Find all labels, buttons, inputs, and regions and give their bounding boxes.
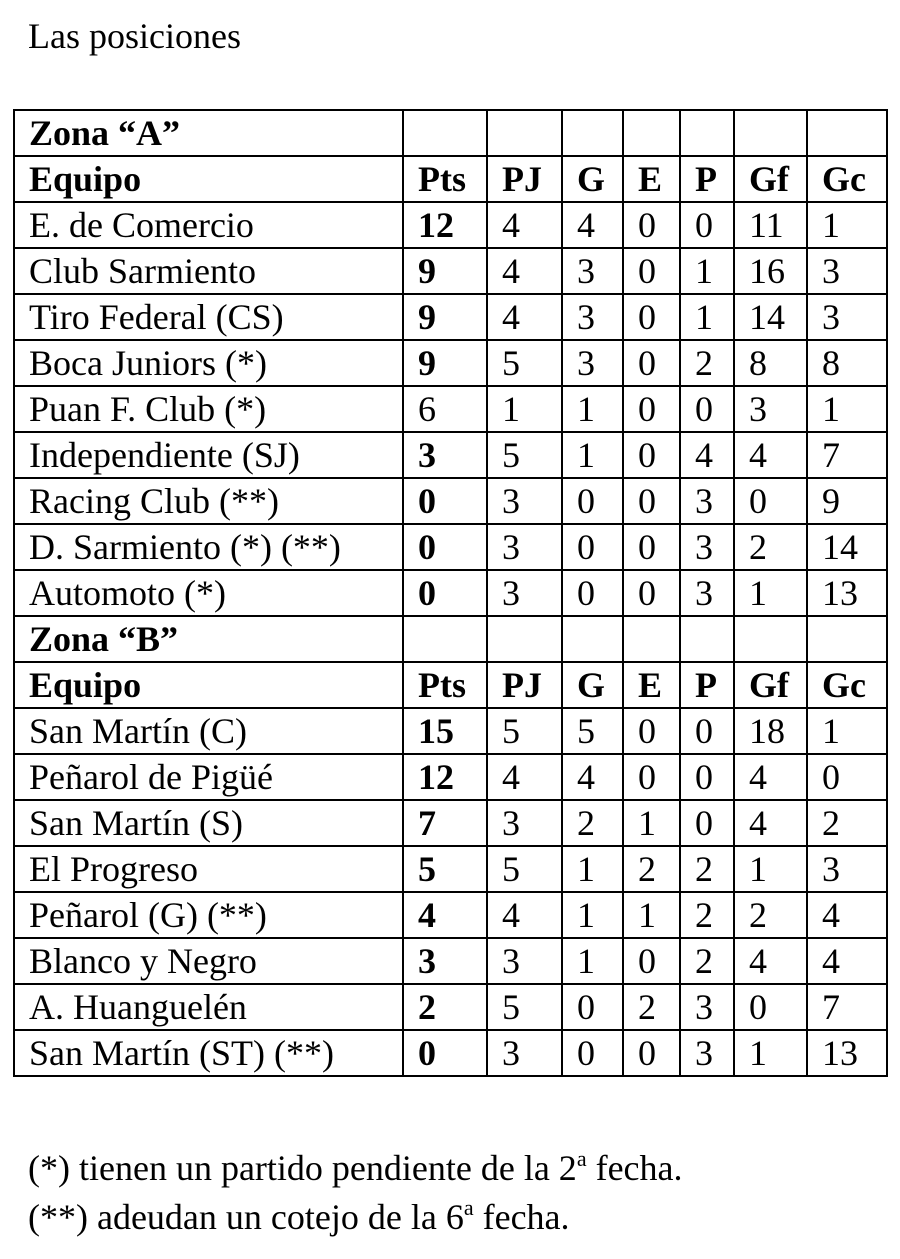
- stat-cell: 4: [734, 432, 807, 478]
- stat-cell: 2: [562, 800, 623, 846]
- stat-cell: 1: [734, 846, 807, 892]
- column-header: P: [680, 156, 734, 202]
- column-header: G: [562, 662, 623, 708]
- stat-cell: 0: [623, 386, 680, 432]
- table-row: [14, 892, 887, 938]
- stat-cell: 0: [623, 938, 680, 984]
- stat-cell: 5: [487, 984, 562, 1030]
- stat-cell: 1: [734, 570, 807, 616]
- points-cell: 7: [403, 800, 487, 846]
- footnote-text: fecha.: [473, 1197, 570, 1237]
- stat-cell: 2: [623, 984, 680, 1030]
- zone-row: [14, 110, 887, 156]
- stat-cell: 4: [562, 202, 623, 248]
- column-header: Gf: [734, 156, 807, 202]
- ordinal-superscript: a: [463, 1195, 474, 1220]
- empty-cell: [807, 110, 887, 156]
- stat-cell: 14: [734, 294, 807, 340]
- points-cell: 6: [403, 386, 487, 432]
- points-cell: 2: [403, 984, 487, 1030]
- footnote-text: (*) tienen un partido pendiente de la 2: [28, 1148, 577, 1188]
- stat-cell: 0: [623, 202, 680, 248]
- stat-cell: 3: [487, 800, 562, 846]
- points-cell: 12: [403, 754, 487, 800]
- stat-cell: 3: [562, 294, 623, 340]
- stat-cell: 1: [807, 202, 887, 248]
- empty-cell: [807, 616, 887, 662]
- team-name: Puan F. Club (*): [14, 386, 403, 432]
- stat-cell: 5: [487, 432, 562, 478]
- stat-cell: 7: [807, 984, 887, 1030]
- page-title: Las posiciones: [28, 16, 241, 56]
- stat-cell: 0: [623, 570, 680, 616]
- zone-label: Zona “A”: [14, 110, 403, 156]
- column-header: PJ: [487, 156, 562, 202]
- stat-cell: 1: [487, 386, 562, 432]
- stat-cell: 2: [734, 524, 807, 570]
- stat-cell: 0: [680, 202, 734, 248]
- stat-cell: 1: [680, 248, 734, 294]
- column-header: Equipo: [14, 662, 403, 708]
- table-row: [14, 938, 887, 984]
- points-cell: 3: [403, 432, 487, 478]
- stat-cell: 7: [807, 432, 887, 478]
- stat-cell: 0: [734, 478, 807, 524]
- stat-cell: 0: [734, 984, 807, 1030]
- stat-cell: 0: [623, 1030, 680, 1076]
- column-header: Gf: [734, 662, 807, 708]
- table-row: [14, 478, 887, 524]
- stat-cell: 3: [487, 524, 562, 570]
- footnote-text: (**) adeudan un cotejo de la 6: [28, 1197, 464, 1237]
- stat-cell: 3: [680, 1030, 734, 1076]
- stat-cell: 1: [623, 800, 680, 846]
- points-cell: 12: [403, 202, 487, 248]
- team-name: El Progreso: [14, 846, 403, 892]
- stat-cell: 4: [807, 892, 887, 938]
- stat-cell: 1: [562, 432, 623, 478]
- team-name: Blanco y Negro: [14, 938, 403, 984]
- stat-cell: 0: [623, 524, 680, 570]
- stat-cell: 0: [623, 754, 680, 800]
- column-header: P: [680, 662, 734, 708]
- stat-cell: 5: [487, 846, 562, 892]
- team-name: Tiro Federal (CS): [14, 294, 403, 340]
- stat-cell: 1: [807, 708, 887, 754]
- table-row: [14, 386, 887, 432]
- stat-cell: 5: [487, 340, 562, 386]
- stat-cell: 1: [562, 846, 623, 892]
- header-row: [14, 662, 887, 708]
- points-cell: 3: [403, 938, 487, 984]
- stat-cell: 0: [623, 294, 680, 340]
- table-row: [14, 524, 887, 570]
- stat-cell: 3: [562, 340, 623, 386]
- stat-cell: 11: [734, 202, 807, 248]
- footnote-owed-match: [28, 1195, 570, 1239]
- points-cell: 5: [403, 846, 487, 892]
- stat-cell: 3: [487, 478, 562, 524]
- stat-cell: 2: [680, 846, 734, 892]
- stat-cell: 18: [734, 708, 807, 754]
- stat-cell: 8: [807, 340, 887, 386]
- table-row: [14, 202, 887, 248]
- points-cell: 0: [403, 570, 487, 616]
- stat-cell: 5: [487, 708, 562, 754]
- stat-cell: 0: [562, 478, 623, 524]
- header-row: [14, 156, 887, 202]
- empty-cell: [562, 110, 623, 156]
- team-name: Automoto (*): [14, 570, 403, 616]
- empty-cell: [487, 616, 562, 662]
- stat-cell: 3: [807, 846, 887, 892]
- empty-cell: [623, 616, 680, 662]
- stat-cell: 3: [807, 294, 887, 340]
- points-cell: 9: [403, 340, 487, 386]
- footnote-pending-match: [28, 1146, 683, 1190]
- stat-cell: 3: [807, 248, 887, 294]
- stat-cell: 0: [562, 570, 623, 616]
- standings-table: [13, 109, 888, 1077]
- team-name: Peñarol de Pigüé: [14, 754, 403, 800]
- table-row: [14, 1030, 887, 1076]
- stat-cell: 13: [807, 570, 887, 616]
- team-name: Club Sarmiento: [14, 248, 403, 294]
- points-cell: 9: [403, 248, 487, 294]
- team-name: Peñarol (G) (**): [14, 892, 403, 938]
- team-name: A. Huanguelén: [14, 984, 403, 1030]
- stat-cell: 3: [734, 386, 807, 432]
- empty-cell: [403, 616, 487, 662]
- table-row: [14, 754, 887, 800]
- zone-row: [14, 616, 887, 662]
- points-cell: 4: [403, 892, 487, 938]
- stat-cell: 3: [680, 984, 734, 1030]
- column-header: Pts: [403, 156, 487, 202]
- stat-cell: 3: [487, 1030, 562, 1076]
- team-name: D. Sarmiento (*) (**): [14, 524, 403, 570]
- stat-cell: 0: [623, 340, 680, 386]
- empty-cell: [734, 616, 807, 662]
- stat-cell: 0: [623, 432, 680, 478]
- stat-cell: 0: [623, 708, 680, 754]
- empty-cell: [562, 616, 623, 662]
- stat-cell: 4: [734, 800, 807, 846]
- stat-cell: 2: [807, 800, 887, 846]
- table-row: [14, 708, 887, 754]
- stat-cell: 9: [807, 478, 887, 524]
- stat-cell: 1: [562, 892, 623, 938]
- stat-cell: 0: [680, 800, 734, 846]
- stat-cell: 2: [734, 892, 807, 938]
- stat-cell: 0: [623, 478, 680, 524]
- stat-cell: 4: [734, 754, 807, 800]
- stat-cell: 4: [487, 754, 562, 800]
- column-header: PJ: [487, 662, 562, 708]
- stat-cell: 1: [807, 386, 887, 432]
- stat-cell: 16: [734, 248, 807, 294]
- stat-cell: 3: [487, 938, 562, 984]
- stat-cell: 4: [734, 938, 807, 984]
- stat-cell: 8: [734, 340, 807, 386]
- stat-cell: 0: [680, 386, 734, 432]
- stat-cell: 3: [680, 478, 734, 524]
- table-row: [14, 340, 887, 386]
- ordinal-superscript: a: [576, 1146, 587, 1171]
- column-header: E: [623, 662, 680, 708]
- stat-cell: 4: [680, 432, 734, 478]
- stat-cell: 4: [487, 892, 562, 938]
- empty-cell: [487, 110, 562, 156]
- table-row: [14, 984, 887, 1030]
- stat-cell: 2: [680, 340, 734, 386]
- team-name: Independiente (SJ): [14, 432, 403, 478]
- stat-cell: 0: [562, 1030, 623, 1076]
- team-name: San Martín (ST) (**): [14, 1030, 403, 1076]
- stat-cell: 2: [680, 892, 734, 938]
- stat-cell: 1: [623, 892, 680, 938]
- table-row: [14, 432, 887, 478]
- stat-cell: 13: [807, 1030, 887, 1076]
- empty-cell: [623, 110, 680, 156]
- column-header: Gc: [807, 156, 887, 202]
- stat-cell: 1: [562, 938, 623, 984]
- stat-cell: 3: [562, 248, 623, 294]
- stat-cell: 1: [680, 294, 734, 340]
- table-row: [14, 846, 887, 892]
- stat-cell: 1: [562, 386, 623, 432]
- column-header: E: [623, 156, 680, 202]
- stat-cell: 4: [487, 248, 562, 294]
- stat-cell: 3: [680, 570, 734, 616]
- stat-cell: 3: [487, 570, 562, 616]
- stat-cell: 0: [562, 984, 623, 1030]
- table-row: [14, 800, 887, 846]
- team-name: San Martín (C): [14, 708, 403, 754]
- stat-cell: 2: [680, 938, 734, 984]
- stat-cell: 3: [680, 524, 734, 570]
- column-header: Equipo: [14, 156, 403, 202]
- zone-label: Zona “B”: [14, 616, 403, 662]
- stat-cell: 0: [623, 248, 680, 294]
- empty-cell: [680, 110, 734, 156]
- footnote-text: fecha.: [586, 1148, 683, 1188]
- empty-cell: [734, 110, 807, 156]
- stat-cell: 0: [807, 754, 887, 800]
- stat-cell: 4: [487, 202, 562, 248]
- stat-cell: 5: [562, 708, 623, 754]
- stat-cell: 4: [807, 938, 887, 984]
- points-cell: 0: [403, 1030, 487, 1076]
- stat-cell: 1: [734, 1030, 807, 1076]
- team-name: Boca Juniors (*): [14, 340, 403, 386]
- points-cell: 9: [403, 294, 487, 340]
- stat-cell: 14: [807, 524, 887, 570]
- team-name: San Martín (S): [14, 800, 403, 846]
- stat-cell: 0: [680, 754, 734, 800]
- table-row: [14, 570, 887, 616]
- empty-cell: [403, 110, 487, 156]
- table-row: [14, 248, 887, 294]
- team-name: Racing Club (**): [14, 478, 403, 524]
- team-name: E. de Comercio: [14, 202, 403, 248]
- stat-cell: 0: [562, 524, 623, 570]
- column-header: G: [562, 156, 623, 202]
- stat-cell: 0: [680, 708, 734, 754]
- stat-cell: 4: [562, 754, 623, 800]
- empty-cell: [680, 616, 734, 662]
- column-header: Pts: [403, 662, 487, 708]
- column-header: Gc: [807, 662, 887, 708]
- table-row: [14, 294, 887, 340]
- stat-cell: 2: [623, 846, 680, 892]
- points-cell: 0: [403, 524, 487, 570]
- stat-cell: 4: [487, 294, 562, 340]
- points-cell: 15: [403, 708, 487, 754]
- points-cell: 0: [403, 478, 487, 524]
